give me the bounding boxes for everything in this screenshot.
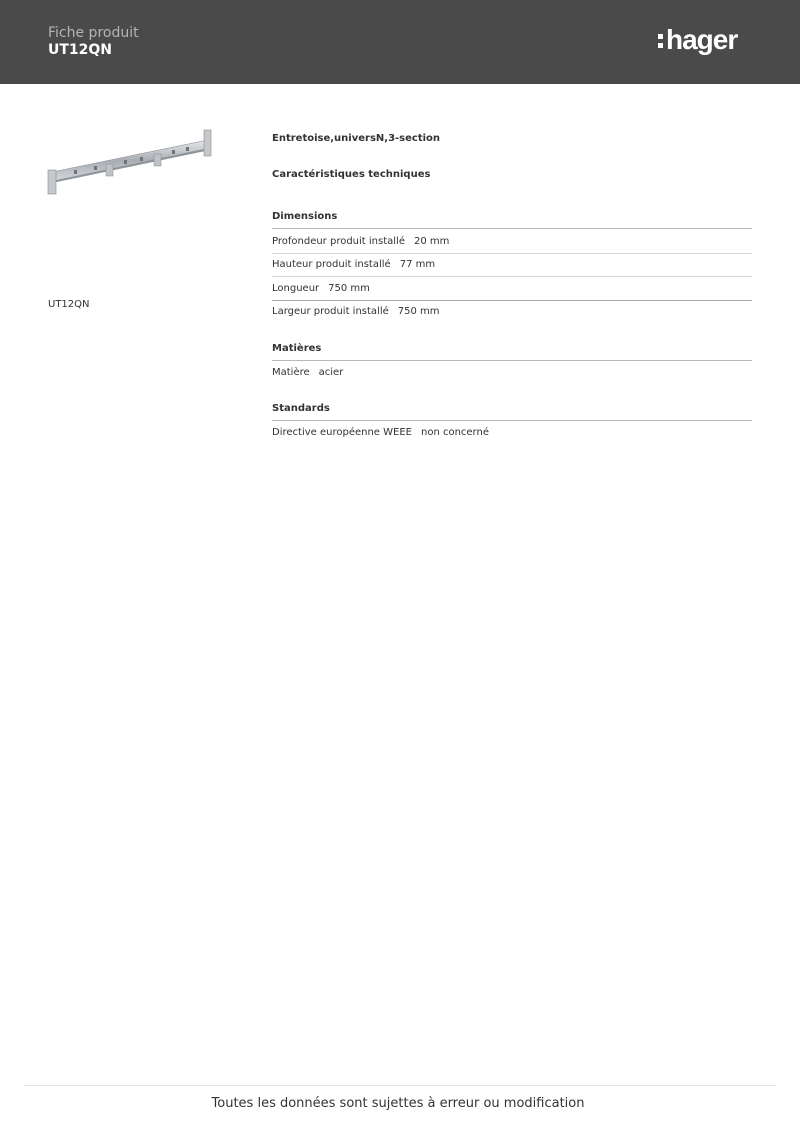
spec-row xyxy=(272,306,752,317)
header-product-code: UT12QN xyxy=(48,42,113,58)
header-supertitle: Fiche produit xyxy=(48,25,139,41)
spec-row xyxy=(272,283,752,301)
image-caption: UT12QN xyxy=(48,299,90,310)
hager-logo xyxy=(656,22,756,62)
spec-value: non concerné xyxy=(420,427,489,438)
spec-value: acier xyxy=(318,367,344,378)
product-image xyxy=(44,126,216,202)
product-title: Entretoise,universN,3-section xyxy=(272,133,441,144)
spec-row xyxy=(272,259,752,277)
spec-value: 20 mm xyxy=(413,236,450,247)
spec-value: 750 mm xyxy=(397,306,440,317)
logo-text: hager xyxy=(666,24,738,55)
spec-label: Hauteur produit installé xyxy=(272,259,391,270)
footer-divider xyxy=(24,1085,776,1086)
spec-label: Profondeur produit installé xyxy=(272,236,405,247)
logo-dot-top xyxy=(658,34,663,39)
spec-label: Directive européenne WEEE xyxy=(272,427,412,438)
spec-subtitle: Caractéristiques techniques xyxy=(272,169,431,180)
spec-label: Largeur produit installé xyxy=(272,306,389,317)
spec-label: Matière xyxy=(272,367,310,378)
section-heading-standards: Standards xyxy=(272,403,752,421)
spec-label: Longueur xyxy=(272,283,320,294)
logo-dot-bottom xyxy=(658,43,663,48)
spec-row xyxy=(272,236,752,254)
spec-value: 77 mm xyxy=(399,259,436,270)
page-header xyxy=(0,0,800,84)
spec-row xyxy=(272,367,752,378)
section-heading-matieres: Matières xyxy=(272,343,752,361)
footer-disclaimer: Toutes les données sont sujettes à erreur ou modification xyxy=(211,1096,585,1111)
spec-value: 750 mm xyxy=(328,283,370,294)
spec-row xyxy=(272,427,752,438)
section-heading-dimensions: Dimensions xyxy=(272,211,752,229)
